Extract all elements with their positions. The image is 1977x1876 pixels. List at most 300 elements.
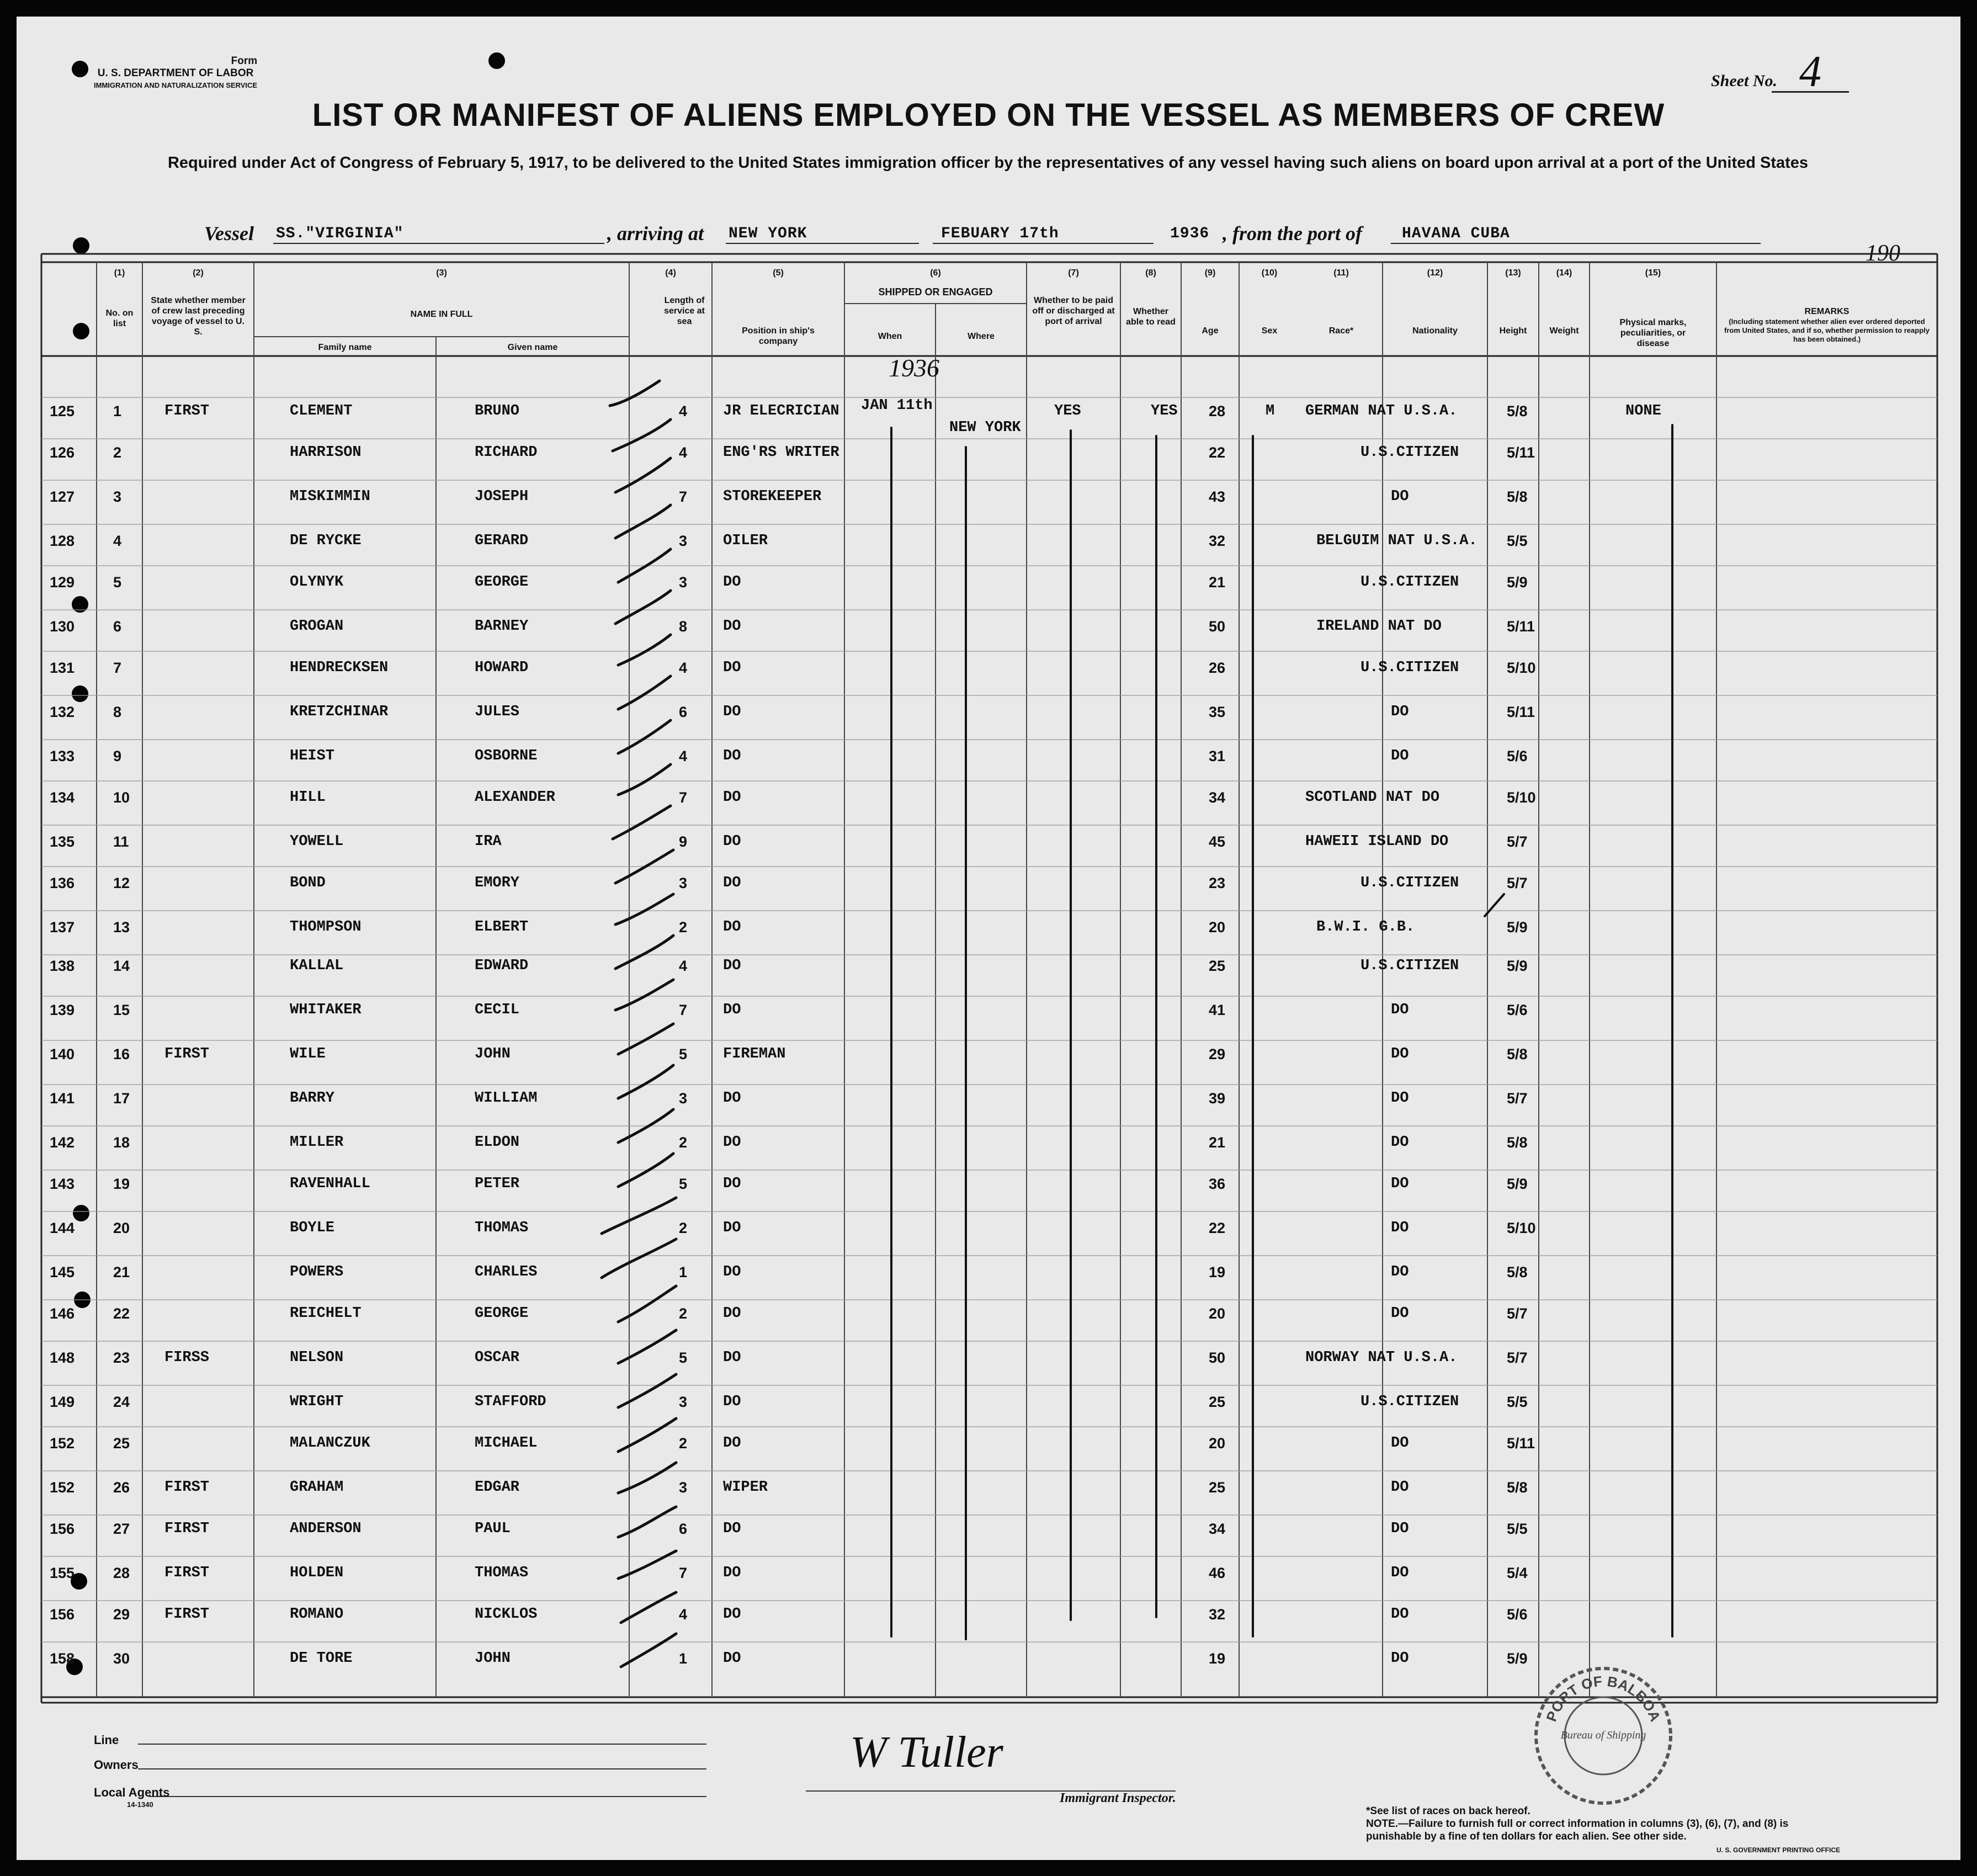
- row-age: 20: [1209, 1305, 1226, 1322]
- local-agents-label: Local Agents: [94, 1785, 170, 1799]
- row-given-name: THOMAS: [475, 1565, 529, 1581]
- row-given-name: IRA: [475, 833, 502, 850]
- row-given-name: WILLIAM: [475, 1090, 538, 1107]
- row-margin-number: 133: [50, 748, 75, 764]
- row-given-name: ALEXANDER: [475, 789, 555, 806]
- column-header-age: Age: [1202, 326, 1219, 336]
- row-position: DO: [723, 1305, 741, 1322]
- document-title: LIST OR MANIFEST OF ALIENS EMPLOYED ON THE VESSEL AS MEMBERS OF CREW: [312, 97, 1665, 133]
- service-name: IMMIGRATION AND NATURALIZATION SERVICE: [94, 81, 258, 89]
- row-family-name: BARRY: [290, 1090, 335, 1107]
- row-height: 5/6: [1507, 1606, 1528, 1623]
- row-height: 5/11: [1507, 704, 1535, 720]
- column-number-4: (4): [665, 268, 676, 278]
- row-margin-number: 131: [50, 660, 75, 676]
- row-service-length: 4: [679, 958, 688, 974]
- punch-hole: [72, 685, 88, 702]
- row-margin-number: 129: [50, 574, 75, 591]
- row-given-name: EDWARD: [475, 958, 529, 974]
- row-family-name: WHITAKER: [290, 1002, 362, 1018]
- row-list-number: 29: [113, 1606, 130, 1623]
- row-age: 41: [1209, 1002, 1226, 1018]
- column-header-able-to-read: Whether able to read: [1126, 307, 1176, 327]
- row-given-name: BARNEY: [475, 618, 529, 635]
- row-position: DO: [723, 1090, 741, 1107]
- row-margin-number: 128: [50, 533, 75, 549]
- row-race-nationality: BELGUIM NAT U.S.A.: [1316, 533, 1478, 549]
- row-position: WIPER: [723, 1479, 768, 1496]
- row-margin-number: 140: [50, 1046, 75, 1062]
- row-list-number: 12: [113, 875, 130, 891]
- row-height: 5/9: [1507, 1176, 1528, 1192]
- row-service-length: 9: [679, 833, 688, 850]
- column-header-height: Height: [1499, 326, 1527, 336]
- row-margin-number: 152: [50, 1435, 75, 1452]
- from-port-underline: [1391, 243, 1761, 244]
- row-height: 5/11: [1507, 618, 1535, 635]
- row-position: DO: [723, 1002, 741, 1018]
- row-given-name: BRUNO: [475, 403, 520, 419]
- row-age: 32: [1209, 533, 1226, 549]
- row-list-number: 30: [113, 1650, 130, 1667]
- row-race-nationality: DO: [1391, 704, 1409, 720]
- row-age: 31: [1209, 748, 1226, 764]
- row-height: 5/11: [1507, 1435, 1535, 1452]
- row-given-name: ELDON: [475, 1134, 520, 1151]
- row-position: DO: [723, 1650, 741, 1667]
- row-height: 5/11: [1507, 444, 1535, 461]
- row-age: 20: [1209, 919, 1226, 936]
- row-position: ENG'RS WRITER: [723, 444, 839, 461]
- row-position: DO: [723, 1394, 741, 1410]
- row-age: 43: [1209, 488, 1226, 505]
- row-age: 25: [1209, 1479, 1226, 1496]
- from-port: HAVANA CUBA: [1402, 225, 1510, 242]
- column-header-shipped-when: When: [878, 332, 902, 341]
- punch-hole: [72, 61, 88, 77]
- row-list-number: 5: [113, 574, 122, 591]
- row-position: DO: [723, 875, 741, 891]
- row-previous-voyage: FIRST: [164, 1606, 210, 1623]
- row-race-nationality: U.S.CITIZEN: [1360, 660, 1459, 676]
- column-header-name: NAME IN FULL: [410, 310, 473, 319]
- row-service-length: 7: [679, 789, 688, 806]
- column-number-1: (1): [114, 268, 125, 278]
- svg-text:PORT OF BALBOA: PORT OF BALBOA: [1543, 1672, 1664, 1724]
- row-family-name: REICHELT: [290, 1305, 362, 1322]
- row-race-nationality: SCOTLAND NAT DO: [1305, 789, 1440, 806]
- row-race-nationality: DO: [1391, 1046, 1409, 1062]
- immigrant-inspector-label: Immigrant Inspector.: [1060, 1791, 1176, 1805]
- row-list-number: 1: [113, 403, 122, 419]
- handwritten-shipped-year: 1936: [889, 354, 939, 382]
- column-header-remarks-note: (Including statement whether alien ever ordered deported from United States, and if so, whether permission to reapply has been obtained.): [1724, 317, 1930, 343]
- row-list-number: 14: [113, 958, 130, 974]
- row-margin-number: 152: [50, 1479, 75, 1496]
- row-age: 50: [1209, 1349, 1226, 1366]
- row-list-number: 10: [113, 789, 130, 806]
- row-given-name: JOSEPH: [475, 488, 529, 505]
- row-list-number: 11: [113, 833, 129, 850]
- row-age: 25: [1209, 958, 1226, 974]
- row-margin-number: 126: [50, 444, 75, 461]
- row-previous-voyage: FIRST: [164, 1521, 210, 1537]
- row-given-name: RICHARD: [475, 444, 538, 461]
- column-number-12: (12): [1427, 268, 1443, 278]
- row-position: DO: [723, 833, 741, 850]
- row-age: 50: [1209, 618, 1226, 635]
- row-race-nationality: IRELAND NAT DO: [1316, 618, 1442, 635]
- fine-note: NOTE.—Failure to furnish full or correct information in columns (3), (6), (7), and (8) is punishable by a fine of ten dollars for each alien. See other side.: [1366, 1818, 1789, 1842]
- row-margin-number: 143: [50, 1176, 75, 1192]
- row-service-length: 6: [679, 704, 688, 720]
- row-position: DO: [723, 1606, 741, 1623]
- inspector-signature: W Tuller: [850, 1728, 1003, 1777]
- row-height: 5/8: [1507, 403, 1528, 419]
- row-age: 29: [1209, 1046, 1226, 1062]
- row-able-to-read: YES: [1151, 403, 1178, 419]
- row-list-number: 18: [113, 1134, 130, 1151]
- row-given-name: PAUL: [475, 1521, 511, 1537]
- row-list-number: 17: [113, 1090, 130, 1107]
- row-margin-number: 125: [50, 403, 75, 419]
- row-given-name: THOMAS: [475, 1220, 529, 1236]
- document-subtitle: Required under Act of Congress of February 5, 1917, to be delivered to the United States immigration officer by the representatives of any vessel having such aliens on board upon arrival at a port of the United States: [167, 154, 1809, 172]
- row-sex: M: [1266, 403, 1275, 419]
- row-age: 28: [1209, 403, 1226, 419]
- row-list-number: 2: [113, 444, 122, 461]
- row-position: DO: [723, 1349, 741, 1366]
- row-service-length: 3: [679, 1479, 688, 1496]
- punch-hole: [73, 1205, 89, 1221]
- column-header-shipped-where: Where: [968, 332, 995, 341]
- row-height: 5/10: [1507, 1220, 1536, 1236]
- row-position: FIREMAN: [723, 1046, 786, 1062]
- row-margin-number: 158: [50, 1650, 75, 1667]
- row-height: 5/4: [1507, 1565, 1528, 1581]
- row-list-number: 20: [113, 1220, 130, 1236]
- arriving-port: NEW YORK: [729, 225, 807, 242]
- row-given-name: HOWARD: [475, 660, 529, 676]
- row-given-name: MICHAEL: [475, 1435, 538, 1452]
- svg-text:Bureau of Shipping: Bureau of Shipping: [1560, 1729, 1646, 1741]
- row-list-number: 15: [113, 1002, 130, 1018]
- line-label: Line: [94, 1733, 119, 1747]
- row-age: 22: [1209, 444, 1226, 461]
- row-family-name: HENDRECKSEN: [290, 660, 389, 676]
- row-race-nationality: U.S.CITIZEN: [1360, 958, 1459, 974]
- row-family-name: THOMPSON: [290, 919, 362, 936]
- row-given-name: JULES: [475, 704, 520, 720]
- row-list-number: 4: [113, 533, 122, 549]
- row-position: DO: [723, 618, 741, 635]
- row-race-nationality: DO: [1391, 1176, 1409, 1192]
- row-height: 5/8: [1507, 1134, 1528, 1151]
- row-position: OILER: [723, 533, 768, 549]
- row-height: 5/9: [1507, 1650, 1528, 1667]
- sheet-number-value: 4: [1799, 47, 1821, 96]
- row-family-name: KRETZCHINAR: [290, 704, 389, 720]
- row-family-name: BOND: [290, 875, 326, 891]
- row-height: 5/9: [1507, 574, 1528, 591]
- column-header-nationality: Nationality: [1412, 326, 1458, 336]
- row-given-name: JOHN: [475, 1046, 511, 1062]
- row-age: 23: [1209, 875, 1226, 891]
- row-age: 45: [1209, 833, 1226, 850]
- row-race-nationality: U.S.CITIZEN: [1360, 444, 1459, 461]
- row-age: 19: [1209, 1650, 1226, 1667]
- punch-hole: [74, 1292, 91, 1308]
- row-service-length: 7: [679, 1565, 688, 1581]
- row-race-nationality: DO: [1391, 1002, 1409, 1018]
- column-number-6: (6): [930, 268, 941, 278]
- row-list-number: 24: [113, 1394, 130, 1410]
- arriving-label: , arriving at: [607, 222, 704, 245]
- row-margin-number: 139: [50, 1002, 75, 1018]
- row-list-number: 27: [113, 1521, 130, 1537]
- row-family-name: HOLDEN: [290, 1565, 344, 1581]
- sheet-number-underline: [1772, 91, 1849, 93]
- row-race-nationality: DO: [1391, 1264, 1409, 1280]
- manifest-sheet: [17, 17, 1960, 1860]
- row-family-name: WILE: [290, 1046, 326, 1062]
- row-race-nationality: DO: [1391, 1521, 1409, 1537]
- row-margin-number: 130: [50, 618, 75, 635]
- row-family-name: YOWELL: [290, 833, 344, 850]
- printing-office: U. S. GOVERNMENT PRINTING OFFICE: [1716, 1846, 1841, 1854]
- row-race-nationality: DO: [1391, 748, 1409, 764]
- row-position: DO: [723, 919, 741, 936]
- row-family-name: HARRISON: [290, 444, 362, 461]
- row-position: JR ELECRICIAN: [723, 403, 839, 419]
- vessel-underline: [273, 243, 604, 244]
- row-service-length: 4: [679, 444, 688, 461]
- row-family-name: HILL: [290, 789, 326, 806]
- punch-hole: [488, 52, 505, 69]
- vessel-label: Vessel: [204, 222, 254, 245]
- row-margin-number: 146: [50, 1305, 75, 1322]
- row-position: DO: [723, 958, 741, 974]
- row-given-name: GEORGE: [475, 574, 529, 591]
- row-list-number: 9: [113, 748, 122, 764]
- row-margin-number: 137: [50, 919, 75, 936]
- row-family-name: OLYNYK: [290, 574, 344, 591]
- row-service-length: 7: [679, 488, 688, 505]
- column-header-given-name: Given name: [507, 343, 558, 352]
- row-previous-voyage: FIRST: [164, 403, 210, 419]
- row-family-name: ROMANO: [290, 1606, 344, 1623]
- row-previous-voyage: FIRST: [164, 1565, 210, 1581]
- row-family-name: KALLAL: [290, 958, 344, 974]
- row-list-number: 16: [113, 1046, 130, 1062]
- row-height: 5/10: [1507, 660, 1536, 676]
- row-race-nationality: DO: [1391, 1305, 1409, 1322]
- row-race-nationality: DO: [1391, 1090, 1409, 1107]
- row-service-length: 4: [679, 748, 688, 764]
- row-family-name: DE RYCKE: [290, 533, 362, 549]
- row-height: 5/8: [1507, 1046, 1528, 1062]
- row-service-length: 5: [679, 1046, 688, 1062]
- row-service-length: 2: [679, 919, 688, 936]
- row-service-length: 2: [679, 1134, 688, 1151]
- row-age: 34: [1209, 789, 1226, 806]
- row-position: DO: [723, 1176, 741, 1192]
- column-header-race: Race*: [1328, 326, 1354, 336]
- row-given-name: EMORY: [475, 875, 520, 891]
- row-given-name: STAFFORD: [475, 1394, 546, 1410]
- arrival-year: 1936: [1170, 225, 1210, 242]
- row-service-length: 4: [679, 1606, 688, 1623]
- row-service-length: 5: [679, 1176, 688, 1192]
- row-previous-voyage: FIRST: [164, 1046, 210, 1062]
- form-number: Form: [231, 55, 258, 67]
- column-number-9: (9): [1204, 268, 1216, 278]
- row-age: 26: [1209, 660, 1226, 676]
- row-margin-number: 148: [50, 1349, 75, 1366]
- department-name: U. S. DEPARTMENT OF LABOR: [97, 67, 254, 79]
- row-service-length: 4: [679, 660, 688, 676]
- row-race-nationality: GERMAN NAT U.S.A.: [1305, 403, 1458, 419]
- column-header-physical-marks: Physical marks, peculiarities, or disease: [1619, 318, 1687, 348]
- row-race-nationality: U.S.CITIZEN: [1360, 875, 1459, 891]
- voyage-details: [204, 215, 1860, 248]
- column-number-13: (13): [1505, 268, 1521, 278]
- row-age: 46: [1209, 1565, 1226, 1581]
- column-header-service-length: Length of service at sea: [664, 296, 705, 326]
- row-margin-number: 144: [50, 1220, 75, 1236]
- row-height: 5/7: [1507, 1090, 1528, 1107]
- row-position: DO: [723, 1134, 741, 1151]
- row-height: 5/5: [1507, 1394, 1528, 1410]
- row-family-name: RAVENHALL: [290, 1176, 370, 1192]
- vessel-name: SS."VIRGINIA": [276, 225, 404, 242]
- column-header-sex: Sex: [1261, 326, 1278, 336]
- row-given-name: OSCAR: [475, 1349, 520, 1366]
- row-paid-off: YES: [1054, 403, 1081, 419]
- column-header-shipped: SHIPPED OR ENGAGED: [878, 286, 993, 297]
- column-header-position: Position in ship's company: [742, 326, 815, 346]
- row-list-number: 8: [113, 704, 122, 720]
- column-number-14: (14): [1556, 268, 1572, 278]
- row-height: 5/8: [1507, 1264, 1528, 1280]
- row-previous-voyage: FIRSS: [164, 1349, 210, 1366]
- row-race-nationality: DO: [1391, 1565, 1409, 1581]
- row-margin-number: 134: [50, 789, 75, 806]
- row-height: 5/10: [1507, 789, 1536, 806]
- form-code: 14-1340: [127, 1800, 153, 1809]
- column-header-previous-voyage: State whether member of crew last preceding voyage of vessel to U. S.: [151, 296, 246, 337]
- row-race-nationality: DO: [1391, 1650, 1409, 1667]
- row-height: 5/7: [1507, 875, 1528, 891]
- row-margin-number: 136: [50, 875, 75, 891]
- row-given-name: JOHN: [475, 1650, 511, 1667]
- row-race-nationality: DO: [1391, 1606, 1409, 1623]
- footer-notes: [1366, 1805, 1808, 1843]
- row-list-number: 19: [113, 1176, 130, 1192]
- row-given-name: PETER: [475, 1176, 520, 1192]
- column-number-3: (3): [436, 268, 447, 278]
- row-list-number: 21: [113, 1264, 130, 1280]
- row-margin-number: 127: [50, 488, 75, 505]
- row-given-name: CECIL: [475, 1002, 520, 1018]
- row-margin-number: 132: [50, 704, 75, 720]
- row-position: DO: [723, 1521, 741, 1537]
- row-given-name: ELBERT: [475, 919, 529, 936]
- row-given-name: CHARLES: [475, 1264, 538, 1280]
- row-family-name: WRIGHT: [290, 1394, 344, 1410]
- row-position: DO: [723, 1264, 741, 1280]
- punch-hole: [73, 237, 89, 254]
- punch-hole: [72, 596, 88, 613]
- row-service-length: 3: [679, 1090, 688, 1107]
- row-race-nationality: U.S.CITIZEN: [1360, 574, 1459, 591]
- row-service-length: 5: [679, 1349, 688, 1366]
- row-age: 22: [1209, 1220, 1226, 1236]
- row-service-length: 1: [679, 1264, 688, 1280]
- row-service-length: 3: [679, 1394, 688, 1410]
- row-race-nationality: DO: [1391, 488, 1409, 505]
- row-age: 20: [1209, 1435, 1226, 1452]
- row-position: DO: [723, 1435, 741, 1452]
- row-given-name: GERARD: [475, 533, 529, 549]
- row-race-nationality: DO: [1391, 1435, 1409, 1452]
- row-height: 5/8: [1507, 488, 1528, 505]
- row-previous-voyage: FIRST: [164, 1479, 210, 1496]
- row-list-number: 26: [113, 1479, 130, 1496]
- row-margin-number: 135: [50, 833, 75, 850]
- column-header-list-number: No. on list: [105, 309, 134, 328]
- row-family-name: BOYLE: [290, 1220, 335, 1236]
- row-list-number: 22: [113, 1305, 130, 1322]
- row-position: DO: [723, 1220, 741, 1236]
- row-age: 35: [1209, 704, 1226, 720]
- row-list-number: 7: [113, 660, 122, 676]
- page-number: 190: [1866, 241, 1900, 266]
- shipped-when: JAN 11th: [861, 397, 933, 414]
- row-age: 32: [1209, 1606, 1226, 1623]
- arrival-date: FEBUARY 17th: [941, 225, 1059, 242]
- column-number-7: (7): [1068, 268, 1079, 278]
- row-height: 5/5: [1507, 533, 1528, 549]
- row-race-nationality: DO: [1391, 1134, 1409, 1151]
- row-service-length: 3: [679, 875, 688, 891]
- row-height: 5/6: [1507, 748, 1528, 764]
- row-family-name: POWERS: [290, 1264, 344, 1280]
- row-height: 5/5: [1507, 1521, 1528, 1537]
- sheet-number-label: Sheet No.: [1711, 72, 1777, 90]
- row-service-length: 8: [679, 618, 688, 635]
- row-given-name: NICKLOS: [475, 1606, 538, 1623]
- column-header-family-name: Family name: [318, 343, 372, 352]
- row-age: 34: [1209, 1521, 1226, 1537]
- race-note: *See list of races on back hereof.: [1366, 1805, 1530, 1817]
- row-race-nationality: NORWAY NAT U.S.A.: [1305, 1349, 1458, 1366]
- row-age: 39: [1209, 1090, 1226, 1107]
- row-margin-number: 141: [50, 1090, 75, 1107]
- row-margin-number: 138: [50, 958, 75, 974]
- row-family-name: GRAHAM: [290, 1479, 344, 1496]
- column-header-weight: Weight: [1549, 326, 1579, 336]
- row-family-name: CLEMENT: [290, 403, 353, 419]
- row-race-nationality: U.S.CITIZEN: [1360, 1394, 1459, 1410]
- row-height: 5/9: [1507, 919, 1528, 936]
- row-age: 21: [1209, 1134, 1226, 1151]
- row-position: DO: [723, 748, 741, 764]
- row-family-name: MALANCZUK: [290, 1435, 370, 1452]
- row-age: 25: [1209, 1394, 1226, 1410]
- form-reference: [94, 55, 257, 92]
- row-family-name: HEIST: [290, 748, 335, 764]
